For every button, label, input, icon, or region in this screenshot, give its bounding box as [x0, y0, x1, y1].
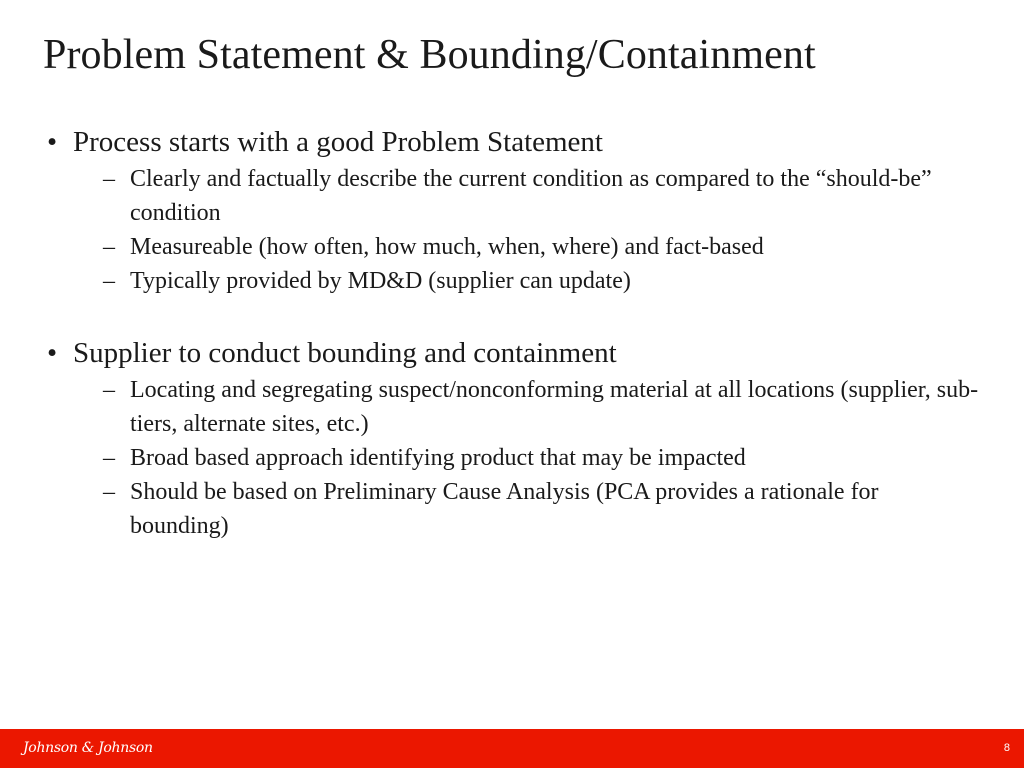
bullet-text: Supplier to conduct bounding and containment: [73, 337, 617, 369]
bullet-section-bounding-containment: [0, 333, 1024, 543]
sub-bullet-text: Typically provided by MD&D (supplier can update): [130, 268, 631, 294]
sub-bullet-text: Locating and segregating suspect/nonconforming material at all locations (supplier, sub-tiers, alternate sites, etc.): [130, 377, 979, 437]
sub-bullet-text: Should be based on Preliminary Cause Analysis (PCA provides a rationale for bounding): [130, 479, 879, 539]
dash-marker: –: [103, 166, 115, 192]
sub-bullet: [103, 441, 983, 475]
sub-bullet: [103, 475, 983, 543]
sub-bullet: [103, 373, 983, 441]
dash-marker: –: [103, 268, 115, 294]
sub-bullet-text: Measureable (how often, how much, when, where) and fact-based: [130, 234, 764, 260]
dash-marker: –: [103, 479, 115, 505]
company-logo: Johnson & Johnson: [23, 740, 153, 756]
bullet-text: Process starts with a good Problem Statement: [73, 126, 603, 158]
dash-marker: –: [103, 234, 115, 260]
slide-title: Problem Statement & Bounding/Containment: [43, 32, 816, 78]
bullet-marker: •: [47, 337, 58, 369]
sub-bullet: [103, 230, 983, 264]
sub-bullet-text: Clearly and factually describe the current condition as compared to the “should-be” condition: [130, 166, 932, 226]
page-number: 8: [1003, 742, 1010, 754]
bullet-section-problem-statement: [0, 122, 1024, 298]
bullet-item: [0, 122, 1024, 162]
footer-bar: [0, 729, 1024, 768]
dash-marker: –: [103, 445, 115, 471]
sub-bullet-text: Broad based approach identifying product that may be impacted: [130, 445, 746, 471]
sub-bullet: [103, 264, 983, 298]
dash-marker: –: [103, 377, 115, 403]
bullet-marker: •: [47, 126, 58, 158]
sub-bullet: [103, 162, 983, 230]
bullet-item: [0, 333, 1024, 373]
